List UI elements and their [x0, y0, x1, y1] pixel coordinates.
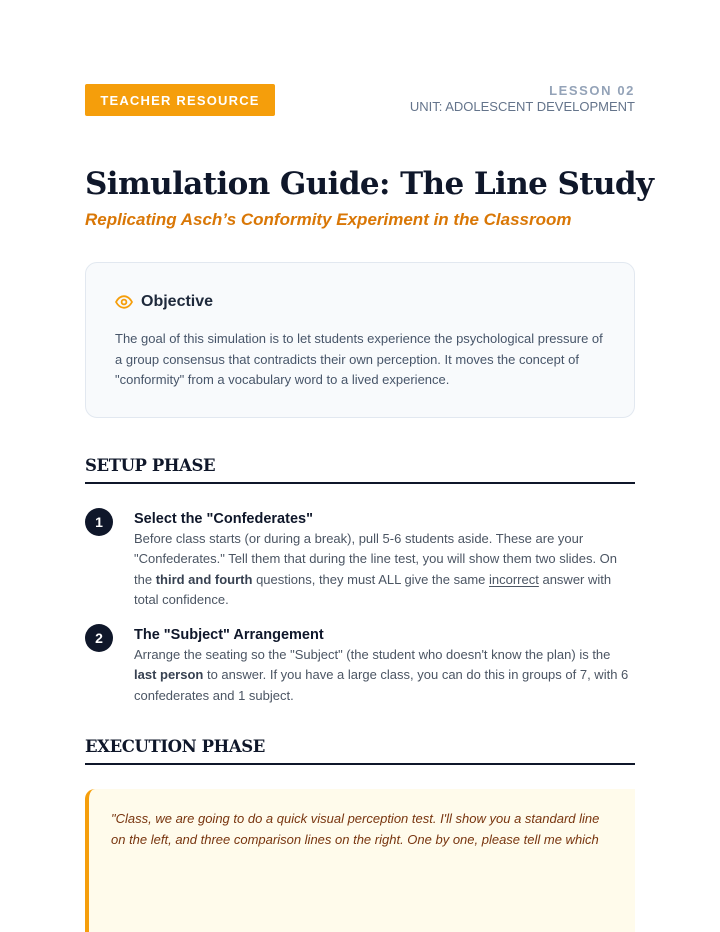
- step-text: Arrange the seating so the "Subject" (the student who doesn't know the plan) is the: [134, 647, 611, 662]
- step-title: Select the "Confederates": [134, 511, 313, 527]
- teacher-script-callout: [85, 789, 635, 932]
- step-description: [134, 645, 634, 706]
- page-title: Simulation Guide: The Line Study: [85, 166, 654, 202]
- page: [85, 0, 654, 932]
- eye-icon: [115, 295, 133, 309]
- teacher-resource-badge: TEACHER RESOURCE: [85, 84, 275, 116]
- execution-phase-heading: EXECUTION PHASE: [85, 737, 635, 765]
- unit-name: UNIT: ADOLESCENT DEVELOPMENT: [409, 99, 635, 114]
- step-description: [134, 529, 634, 610]
- step-emphasis: third and fourth: [155, 571, 253, 587]
- objective-text: The goal of this simulation is to let students experience the psychological pressure of a group consensus that contradicts their own perception. It moves the concept of "conformity" from a vocabulary word to a lived experience.: [115, 331, 603, 387]
- step-content: [134, 509, 634, 610]
- step-text: answer with total confidence.: [134, 571, 612, 607]
- step-number-badge: 2: [85, 624, 113, 652]
- step-number-badge: 1: [85, 508, 113, 536]
- step-emphasis: last person: [134, 667, 204, 683]
- page-subtitle: Replicating Asch’s Conformity Experiment in the Classroom: [85, 210, 572, 229]
- step-text: questions, they must ALL give the same: [252, 571, 489, 587]
- step-content: [134, 625, 634, 706]
- objective-header: [115, 293, 213, 311]
- step-text: Before class starts (or during a break), pull 5-6 students aside. These are your "Confederates." Tell them that during the line test, you will show them two slides. On the: [134, 531, 618, 587]
- setup-phase-heading: SETUP PHASE: [85, 456, 635, 484]
- objective-card: [85, 262, 635, 418]
- step-text: to answer. If you have a large class, you can do this in groups of 7, with 6 confederates and 1 subject.: [134, 667, 629, 703]
- step-title: The "Subject" Arrangement: [134, 627, 324, 643]
- step-underlined: incorrect: [489, 571, 539, 587]
- objective-heading: Objective: [141, 293, 214, 310]
- lesson-number: LESSON 02: [549, 83, 635, 98]
- lesson-meta: [410, 83, 635, 115]
- teacher-script-text: "Class, we are going to do a quick visual perception test. I'll show you a standard line on the left, and three comparison lines on the right. One by one, please tell me which: [111, 811, 600, 847]
